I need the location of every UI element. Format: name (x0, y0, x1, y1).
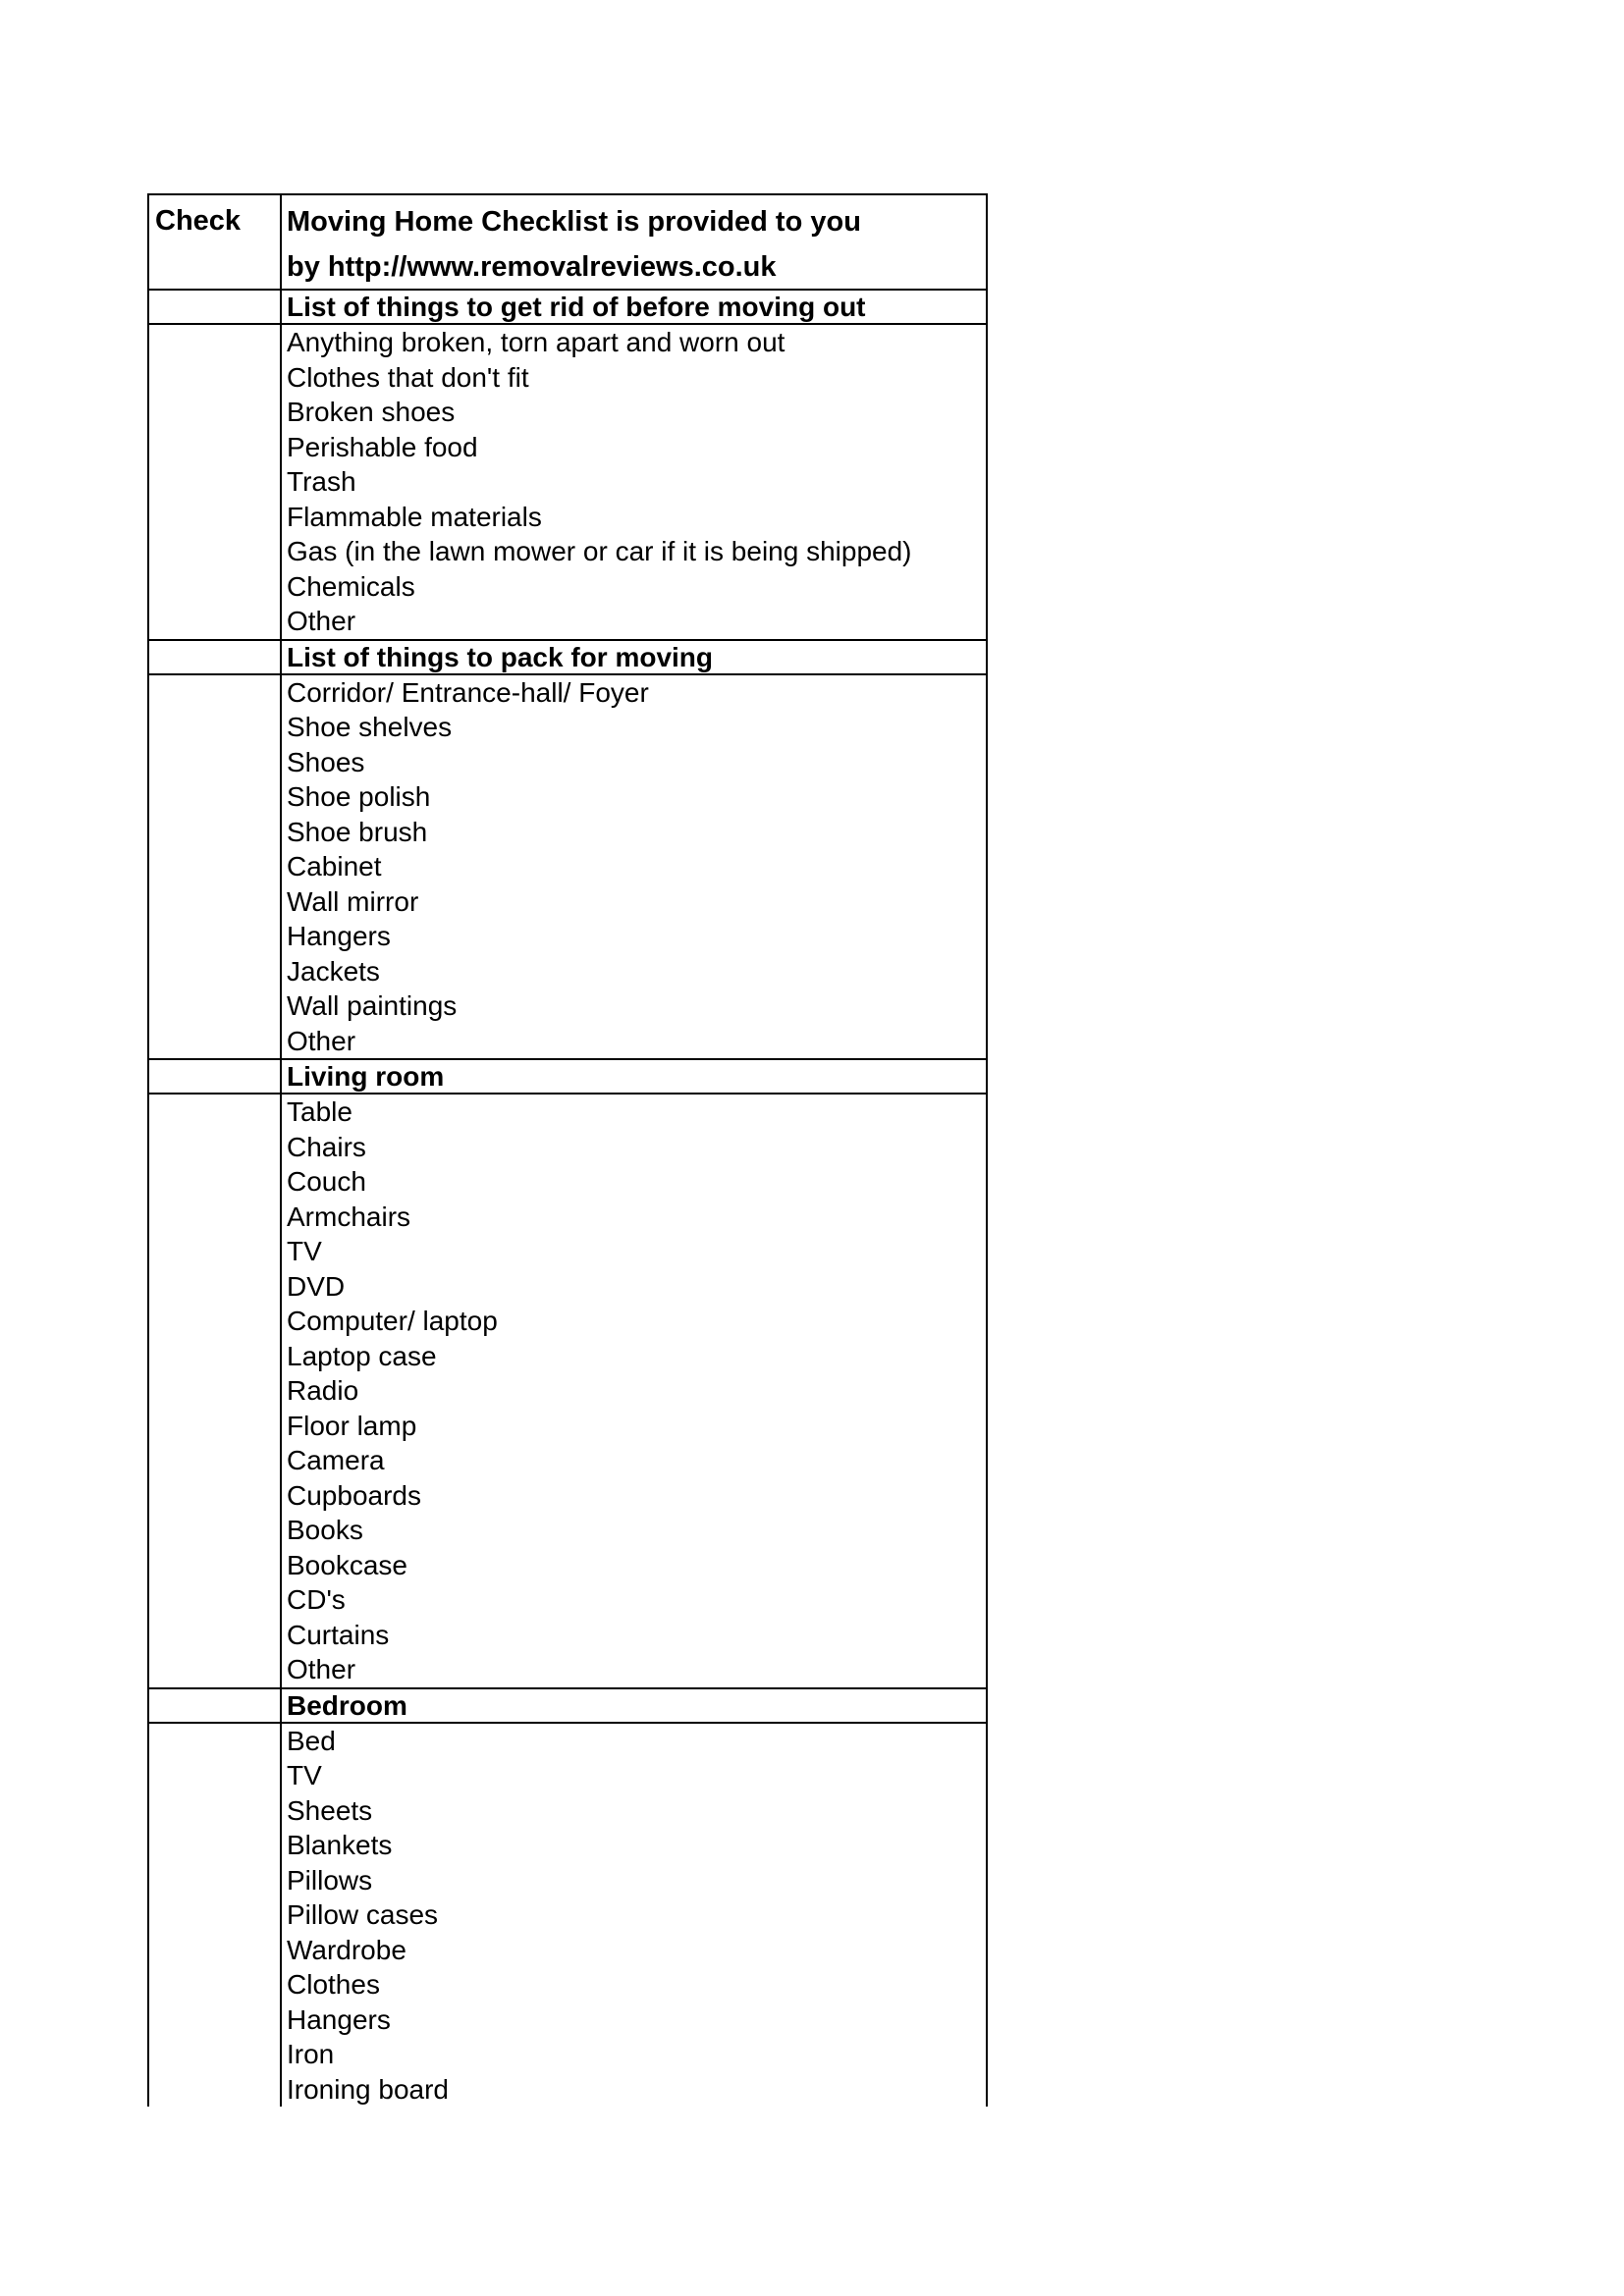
list-item: Other (287, 606, 356, 636)
list-item: Pillow cases (287, 1899, 439, 1930)
list-item: Wardrobe (287, 1934, 406, 1965)
section-header-row (149, 1060, 986, 1095)
items-check-cell[interactable] (149, 325, 282, 639)
title-line-2: by http://www.removalreviews.co.uk (287, 251, 777, 283)
title-line-1: Moving Home Checklist is provided to you (287, 206, 861, 238)
list-item: Clothes that don't fit (287, 361, 529, 393)
section-check-cell[interactable] (149, 1060, 282, 1093)
list-item: Curtains (287, 1619, 390, 1650)
list-item: Couch (287, 1166, 366, 1197)
checklist-table (147, 193, 988, 2107)
list-item: Radio (287, 1375, 359, 1406)
list-item: Floor lamp (287, 1410, 417, 1441)
list-item: Anything broken, torn apart and worn out (287, 327, 785, 357)
section-check-cell[interactable] (149, 1689, 282, 1722)
section-header-row (149, 641, 986, 675)
list-item: Chairs (287, 1131, 366, 1162)
list-item: Camera (287, 1445, 385, 1475)
list-item: CD's (287, 1584, 346, 1615)
check-column-header: Check (149, 195, 282, 289)
list-item: Bed (287, 1725, 336, 1756)
items-check-cell[interactable] (149, 1095, 282, 1687)
list-item: Books (287, 1515, 363, 1545)
section-items-group (149, 675, 986, 1061)
list-item: Wall mirror (287, 885, 419, 917)
items-check-cell[interactable] (149, 675, 282, 1059)
list-item: Broken shoes (287, 397, 456, 427)
list-item: Ironing board (287, 2073, 450, 2105)
list-item: Perishable food (287, 431, 478, 462)
checklist-title (282, 195, 986, 289)
list-item: Blankets (287, 1830, 393, 1860)
checklist-sections (149, 291, 986, 2107)
list-item: Trash (287, 466, 356, 497)
list-item: TV (287, 1236, 322, 1266)
items-list (282, 1724, 986, 2108)
list-item: Shoe shelves (287, 712, 453, 742)
section-items-group (149, 325, 986, 641)
list-item: Wall paintings (287, 990, 458, 1021)
list-item: Gas (in the lawn mower or car if it is being shipped) (287, 536, 912, 566)
list-item: Shoe brush (287, 816, 428, 847)
list-item: Table (287, 1096, 352, 1127)
section-header-row (149, 1689, 986, 1724)
list-item: TV (287, 1760, 322, 1790)
list-item: Armchairs (287, 1201, 411, 1232)
list-item: Flammable materials (287, 501, 542, 532)
section-check-cell[interactable] (149, 291, 282, 323)
section-title: Bedroom (287, 1689, 407, 1721)
section-title: List of things to get rid of before moving out (287, 292, 866, 322)
list-item: Cabinet (287, 851, 382, 881)
list-item: Shoes (287, 746, 365, 777)
list-item: Corridor/ Entrance-hall/ Foyer (287, 676, 649, 708)
items-check-cell[interactable] (149, 1724, 282, 2108)
section-items-group (149, 1724, 986, 2108)
section-header-row (149, 291, 986, 325)
list-item: Other (287, 1654, 356, 1684)
list-item: Computer/ laptop (287, 1306, 498, 1336)
list-item: Sheets (287, 1794, 373, 1826)
items-list (282, 325, 986, 639)
list-item: Other (287, 1025, 356, 1056)
section-title: Living room (287, 1061, 445, 1092)
list-item: Iron (287, 2039, 335, 2069)
list-item: Shoe polish (287, 781, 431, 812)
section-items-group (149, 1095, 986, 1689)
list-item: Jackets (287, 955, 380, 987)
list-item: Hangers (287, 921, 391, 951)
items-list (282, 675, 986, 1059)
list-item: Cupboards (287, 1479, 421, 1511)
list-item: Hangers (287, 2003, 391, 2035)
list-item: Pillows (287, 1864, 373, 1896)
list-item: Bookcase (287, 1549, 407, 1580)
section-title: List of things to pack for moving (287, 641, 713, 672)
list-item: Clothes (287, 1969, 380, 2000)
items-list (282, 1095, 986, 1687)
list-item: Laptop case (287, 1340, 437, 1371)
table-header-row (149, 195, 986, 291)
list-item: DVD (287, 1270, 346, 1302)
list-item: Chemicals (287, 570, 415, 602)
section-check-cell[interactable] (149, 641, 282, 673)
